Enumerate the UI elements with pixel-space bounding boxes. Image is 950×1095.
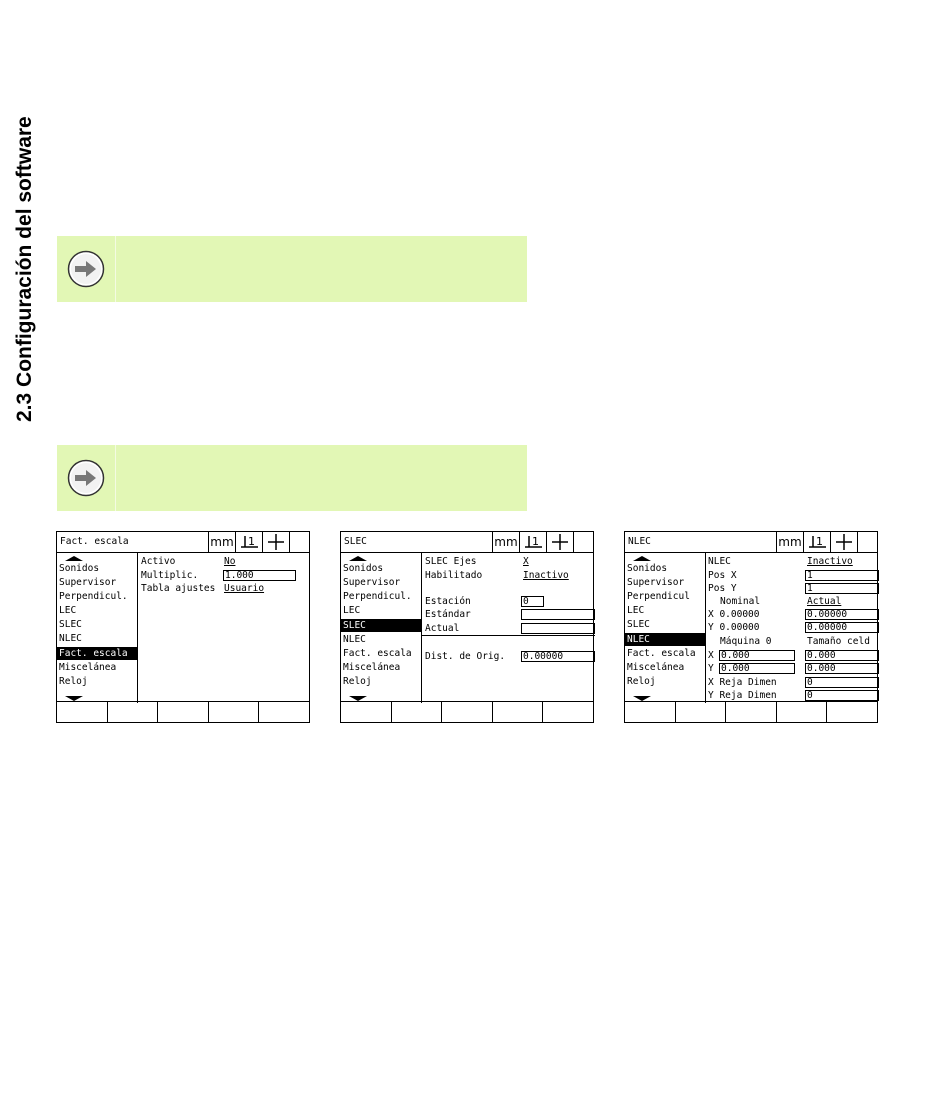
unit-mm-button[interactable]: mm [776, 532, 803, 552]
origin-distance-input[interactable]: 0.00000 [521, 651, 595, 662]
crosshair-button[interactable] [546, 532, 573, 552]
header-blank-button[interactable] [573, 532, 594, 552]
menu-item-lec[interactable]: LEC [59, 605, 77, 616]
field-divider [422, 635, 595, 636]
menu-item-slec[interactable]: SLEC [627, 619, 650, 630]
softkey-1[interactable] [341, 702, 391, 722]
softkey-bar [57, 701, 309, 722]
softkey-5[interactable] [826, 702, 877, 722]
svg-text:1: 1 [248, 535, 255, 548]
menu-item-nlec[interactable]: NLEC [59, 633, 82, 644]
cell-y-input[interactable]: 0.000 [805, 663, 879, 674]
header-blank-button[interactable] [857, 532, 878, 552]
machine-x-label: X [708, 650, 714, 661]
softkey-4[interactable] [492, 702, 543, 722]
menu-item-reloj[interactable]: Reloj [59, 676, 88, 687]
crosshair-icon [831, 532, 857, 552]
crosshair-icon [547, 532, 573, 552]
nlec-value[interactable]: Inactivo [807, 556, 853, 567]
screen-title: Fact. escala [60, 536, 129, 547]
standard-input[interactable] [521, 609, 595, 620]
menu-item-fact-escala[interactable]: Fact. escala [627, 648, 696, 659]
enabled-value[interactable]: Inactivo [523, 570, 569, 581]
machine-y-label: Y [708, 663, 714, 674]
datum-button[interactable] [519, 532, 546, 552]
unit-mm-button[interactable]: mm [208, 532, 235, 552]
x-actual-input[interactable]: 0.00000 [805, 609, 879, 620]
softkey-3[interactable] [157, 702, 208, 722]
datum-button[interactable] [803, 532, 830, 552]
pos-x-input[interactable]: 1 [805, 570, 879, 581]
menu-item-lec[interactable]: LEC [627, 605, 645, 616]
pos-y-input[interactable]: 1 [805, 583, 879, 594]
menu-item-nlec[interactable]: NLEC [625, 633, 705, 646]
menu-item-slec[interactable]: SLEC [341, 619, 421, 632]
screen-fact-escala [56, 531, 310, 723]
datum-icon [804, 532, 830, 552]
arrow-right-circle-icon [67, 250, 105, 288]
active-label: Activo [141, 556, 176, 567]
datum-icon [236, 532, 262, 552]
screen-header [625, 532, 877, 553]
note-box-1 [57, 236, 527, 302]
y-actual-input[interactable]: 0.00000 [805, 622, 879, 633]
datum-icon [520, 532, 546, 552]
note-box-2 [57, 445, 527, 511]
pos-y-label: Pos Y [708, 583, 737, 594]
y-grid-label: Y Reja Dimen [708, 690, 777, 701]
x-grid-label: X Reja Dimen [708, 677, 777, 688]
settings-menu [625, 553, 706, 703]
menu-item-supervisor[interactable]: Supervisor [59, 577, 117, 588]
scroll-up-icon[interactable] [65, 556, 83, 561]
table-label: Tabla ajustes [141, 583, 216, 594]
axes-label: SLEC Ejes [425, 556, 477, 567]
scroll-up-icon[interactable] [349, 556, 367, 561]
settings-menu [57, 553, 138, 703]
menu-item-miscelanea[interactable]: Miscelánea [627, 662, 685, 673]
menu-item-supervisor[interactable]: Supervisor [627, 577, 685, 588]
table-value[interactable]: Usuario [224, 583, 265, 594]
softkey-bar [625, 701, 877, 722]
menu-item-nlec[interactable]: NLEC [343, 634, 366, 645]
menu-item-miscelanea[interactable]: Miscelánea [59, 662, 117, 673]
menu-item-supervisor[interactable]: Supervisor [343, 577, 401, 588]
softkey-2[interactable] [675, 702, 726, 722]
menu-item-slec[interactable]: SLEC [59, 619, 82, 630]
actual-input[interactable] [521, 623, 595, 634]
menu-item-perpendicul[interactable]: Perpendicul. [343, 591, 412, 602]
x-nominal-value: X 0.00000 [708, 609, 760, 620]
screen-title: NLEC [628, 536, 651, 547]
svg-text:1: 1 [816, 535, 823, 548]
note-separator [115, 236, 116, 302]
crosshair-button[interactable] [830, 532, 857, 552]
axes-value[interactable]: X [523, 556, 529, 567]
screen-header [57, 532, 309, 553]
crosshair-button[interactable] [262, 532, 289, 552]
menu-item-reloj[interactable]: Reloj [343, 676, 372, 687]
actual-value[interactable]: Actual [807, 596, 842, 607]
menu-item-miscelanea[interactable]: Miscelánea [343, 662, 401, 673]
nominal-label: Nominal [720, 596, 761, 607]
menu-item-sonidos[interactable]: Sonidos [59, 563, 100, 574]
softkey-1[interactable] [625, 702, 675, 722]
cell-size-label: Tamaño celd [807, 636, 870, 647]
softkey-5[interactable] [258, 702, 309, 722]
screen-title: SLEC [344, 536, 367, 547]
softkey-2[interactable] [391, 702, 442, 722]
unit-mm-button[interactable]: mm [492, 532, 519, 552]
actual-label: Actual [425, 623, 460, 634]
scroll-up-icon[interactable] [633, 556, 651, 561]
settings-menu [341, 553, 422, 703]
crosshair-icon [263, 532, 289, 552]
menu-item-perpendicul[interactable]: Perpendicul [627, 591, 690, 602]
menu-item-perpendicul[interactable]: Perpendicul. [59, 591, 128, 602]
menu-item-reloj[interactable]: Reloj [627, 676, 656, 687]
origin-distance-label: Dist. de Orig. [425, 651, 506, 662]
y-nominal-value: Y 0.00000 [708, 622, 760, 633]
nlec-label: NLEC [708, 556, 731, 567]
section-title-vertical [0, 0, 36, 430]
station-label: Estación [425, 596, 471, 607]
menu-item-fact-escala[interactable]: Fact. escala [57, 647, 137, 660]
softkey-bar [341, 701, 593, 722]
softkey-4[interactable] [208, 702, 259, 722]
active-value[interactable]: No [224, 556, 236, 567]
cell-x-input[interactable]: 0.000 [805, 650, 879, 661]
machine-x-input[interactable]: 0.000 [719, 650, 795, 661]
machine-y-input[interactable]: 0.000 [719, 663, 795, 674]
note-separator [115, 445, 116, 511]
svg-text:1: 1 [532, 535, 539, 548]
screen-nlec [624, 531, 878, 723]
enabled-label: Habilitado [425, 570, 483, 581]
arrow-right-circle-icon [67, 459, 105, 497]
header-blank-button[interactable] [289, 532, 310, 552]
softkey-3[interactable] [725, 702, 776, 722]
softkey-4[interactable] [776, 702, 827, 722]
station-input[interactable]: 0 [521, 596, 544, 607]
multiplier-input[interactable]: 1.000 [223, 570, 296, 581]
menu-item-sonidos[interactable]: Sonidos [627, 563, 668, 574]
machine-zero-label: Máquina 0 [720, 636, 772, 647]
multiplier-label: Multiplic. [141, 570, 199, 581]
menu-item-lec[interactable]: LEC [343, 605, 361, 616]
standard-label: Estándar [425, 609, 471, 620]
pos-x-label: Pos X [708, 570, 737, 581]
softkey-1[interactable] [57, 702, 107, 722]
menu-item-fact-escala[interactable]: Fact. escala [343, 648, 412, 659]
screen-header [341, 532, 593, 553]
softkey-5[interactable] [542, 702, 593, 722]
softkey-2[interactable] [107, 702, 158, 722]
x-grid-input[interactable]: 0 [805, 677, 879, 688]
menu-item-sonidos[interactable]: Sonidos [343, 563, 384, 574]
softkey-3[interactable] [441, 702, 492, 722]
section-title: 2.3 Configuración del software [13, 116, 36, 422]
datum-button[interactable] [235, 532, 262, 552]
screen-slec [340, 531, 594, 723]
y-grid-input[interactable]: 0 [805, 690, 879, 701]
